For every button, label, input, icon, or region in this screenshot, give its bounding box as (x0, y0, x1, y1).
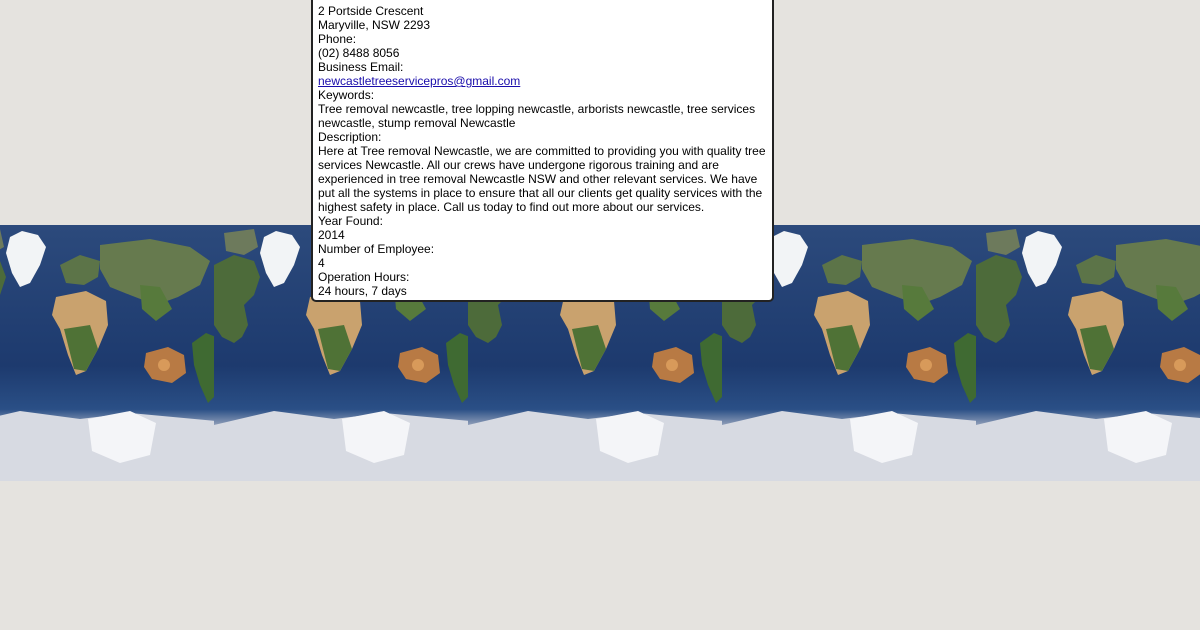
phone-label: Phone: (318, 32, 357, 46)
map-tile (976, 225, 1200, 481)
description-value: Here at Tree removal Newcastle, we are committed to providing you with quality tree services Newcastle. All our crews have undergone rigorous training and are experienced in tree removal Newcastle NSW and other relevant services. We have put all the systems in place to ensure that all our clients get quality services with the highest safety in place. Call us today to find out more about our services. (318, 144, 766, 214)
email-label: Business Email: (318, 60, 404, 74)
address-line2: Maryville, NSW 2293 (318, 18, 431, 32)
business-info (318, 4, 768, 298)
employees-value: 4 (318, 256, 325, 270)
keywords-value: Tree removal newcastle, tree lopping newcastle, arborists newcastle, tree services newcastle, stump removal Newcastle (318, 102, 756, 130)
employees-label: Number of Employee: (318, 242, 435, 256)
keywords-label: Keywords: (318, 88, 375, 102)
map-tile (0, 225, 216, 481)
year-value: 2014 (318, 228, 345, 242)
info-window (311, 0, 774, 302)
description-label: Description: (318, 130, 382, 144)
hours-label: Operation Hours: (318, 270, 410, 284)
email-link[interactable]: newcastletreeservicepros@gmail.com (318, 74, 521, 88)
phone-value: (02) 8488 8056 (318, 46, 400, 60)
hours-value: 24 hours, 7 days (318, 284, 407, 298)
year-label: Year Found: (318, 214, 383, 228)
address-line1: 2 Portside Crescent (318, 4, 424, 18)
